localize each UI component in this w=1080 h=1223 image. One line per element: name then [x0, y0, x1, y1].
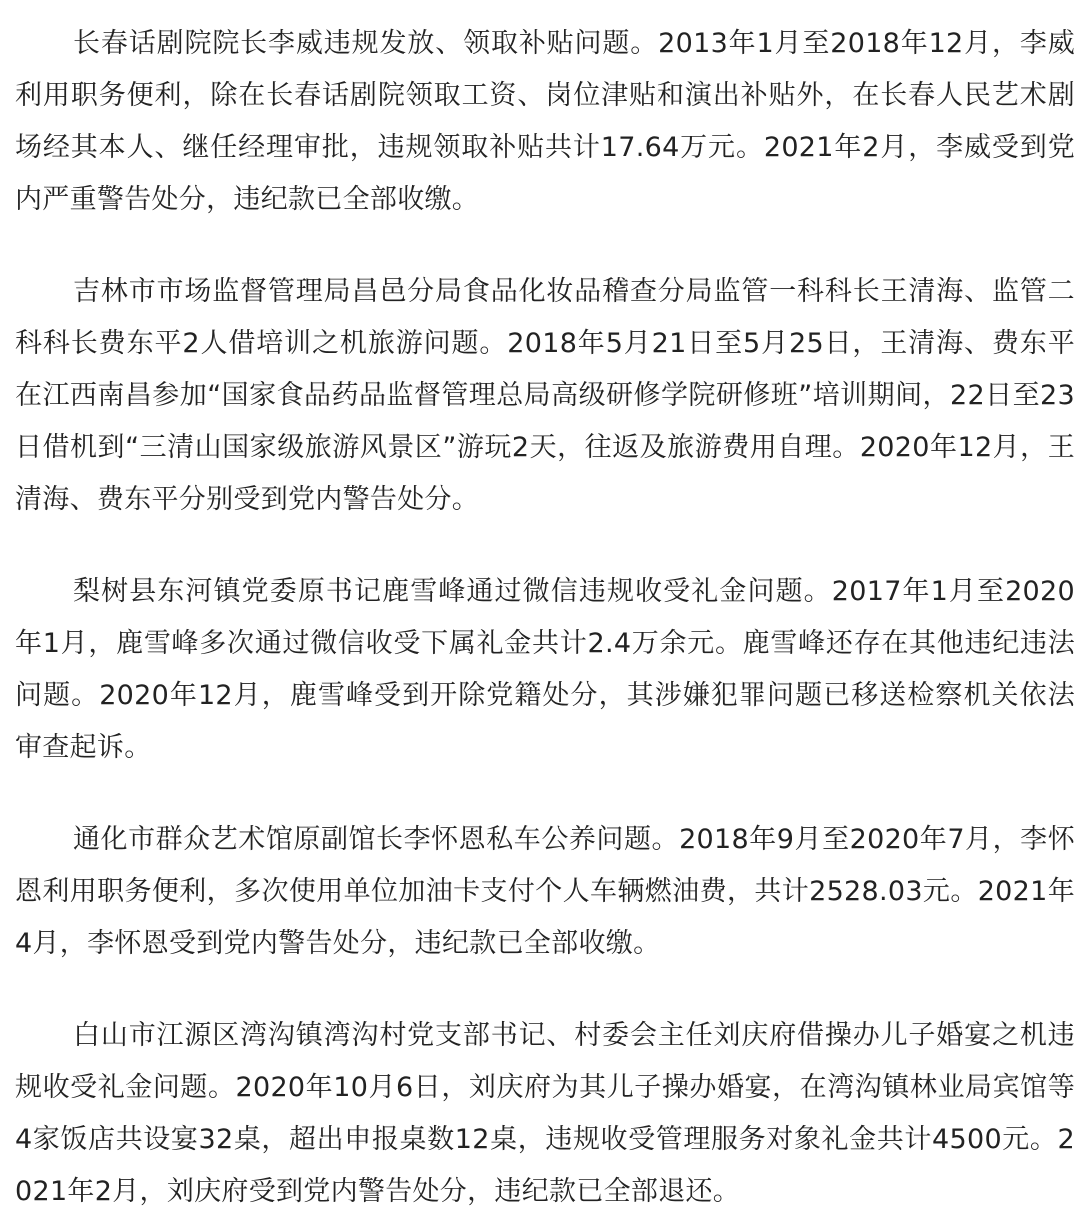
paragraph-spacer: [15, 774, 1075, 814]
paragraph-1: 长春话剧院院长李威违规发放、领取补贴问题。2013年1月至2018年12月，李威利用职务便利，除在长春话剧院领取工资、岗位津贴和演出补贴外，在长春人民艺术剧场经其本人、继任经理审批，违规领取补贴共计17.64万元。2021年2月，李威受到党内严重警告处分，违纪款已全部收缴。: [15, 28, 1075, 215]
paragraph-spacer: [15, 526, 1075, 566]
paragraph-3: 梨树县东河镇党委原书记鹿雪峰通过微信违规收受礼金问题。2017年1月至2020年1月，鹿雪峰多次通过微信收受下属礼金共计2.4万余元。鹿雪峰还存在其他违纪违法问题。2020年12月，鹿雪峰受到开除党籍处分，其涉嫌犯罪问题已移送检察机关依法审查起诉。: [15, 576, 1075, 763]
paragraph-2: 吉林市市场监督管理局昌邑分局食品化妆品稽查分局监管一科科长王清海、监管二科科长费东平2人借培训之机旅游问题。2018年5月21日至5月25日，王清海、费东平在江西南昌参加“国家食品药品监督管理总局高级研修学院研修班”培训期间，22日至23日借机到“三清山国家级旅游风景区”游玩2天，往返及旅游费用自理。2020年12月，王清海、费东平分别受到党内警告处分。: [15, 276, 1075, 515]
article-body: [15, 18, 1075, 1218]
paragraph-spacer: [15, 226, 1075, 266]
paragraph-4: 通化市群众艺术馆原副馆长李怀恩私车公养问题。2018年9月至2020年7月，李怀恩利用职务便利，多次使用单位加油卡支付个人车辆燃油费，共计2528.03元。2021年4月，李怀恩受到党内警告处分，违纪款已全部收缴。: [15, 824, 1075, 959]
paragraph-5: 白山市江源区湾沟镇湾沟村党支部书记、村委会主任刘庆府借操办儿子婚宴之机违规收受礼金问题。2020年10月6日，刘庆府为其儿子操办婚宴，在湾沟镇林业局宾馆等4家饭店共设宴32桌，超出申报桌数12桌，违规收受管理服务对象礼金共计4500元。2021年2月，刘庆府受到党内警告处分，违纪款已全部退还。: [15, 1020, 1075, 1207]
paragraph-spacer: [15, 970, 1075, 1010]
